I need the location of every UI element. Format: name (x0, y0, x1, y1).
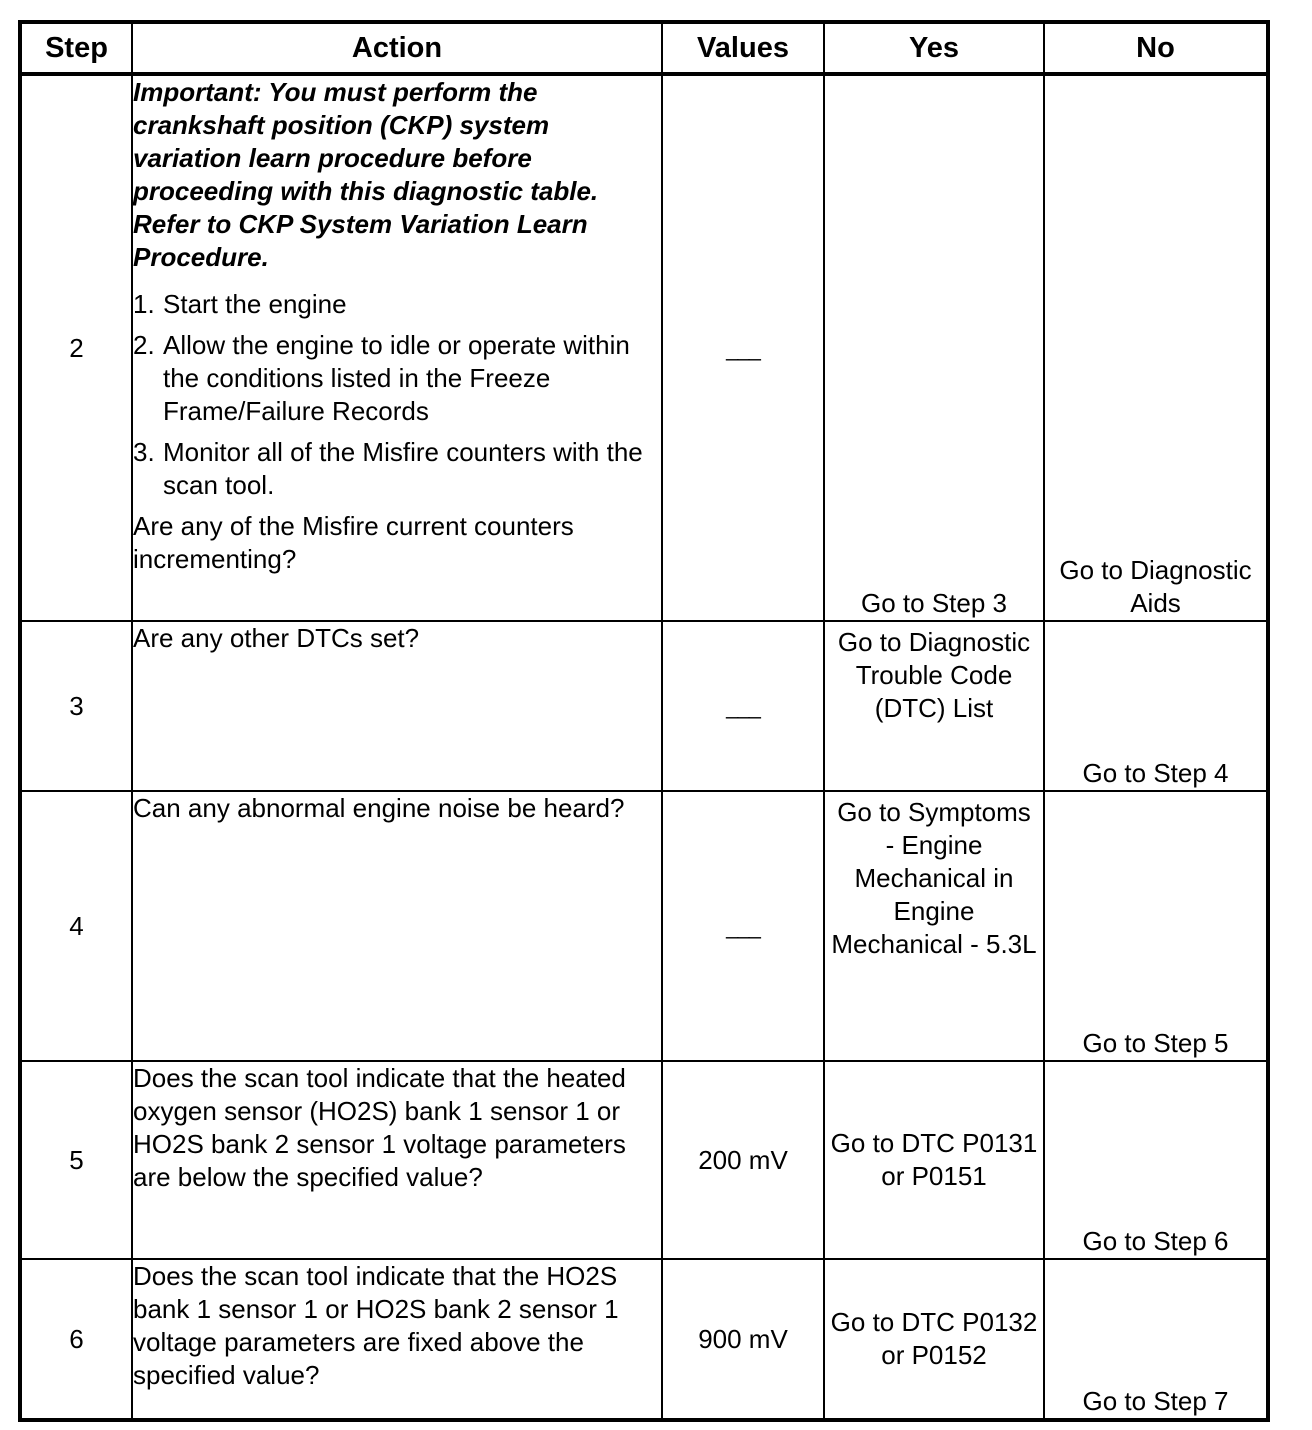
values-cell: 200 mV (662, 1061, 824, 1259)
yes-cell (824, 74, 1044, 621)
yes-text: Go to Step 3 (861, 588, 1007, 618)
important-note: Important: You must perform the crankshaft position (CKP) system variation learn procedure before proceeding with this diagnostic table. Refer to CKP System Variation Learn Procedure. (133, 77, 599, 272)
action-question: Can any abnormal engine noise be heard? (133, 793, 625, 823)
yes-cell (824, 791, 1044, 1061)
action-cell (132, 621, 662, 791)
no-cell (1044, 74, 1268, 621)
step-number: 4 (20, 791, 132, 1061)
step-number: 6 (20, 1259, 132, 1420)
yes-text: Go to Symptoms - Engine Mechanical in Engine Mechanical - 5.3L (831, 797, 1037, 959)
list-item (133, 329, 661, 428)
list-item-text: Monitor all of the Misfire counters with the scan tool. (163, 437, 643, 500)
step-number: 2 (20, 74, 132, 621)
empty-value-dash: ___ (726, 914, 760, 939)
yes-text: Go to DTC P0131 or P0151 (830, 1128, 1038, 1191)
no-text: Go to Step 5 (1082, 1028, 1229, 1058)
values-cell (662, 74, 824, 621)
yes-cell (824, 1259, 1044, 1420)
header-values: Values (662, 22, 824, 74)
list-item (133, 436, 661, 502)
values-cell: 900 mV (662, 1259, 824, 1420)
list-item-number: 3. (133, 437, 155, 467)
no-text: Go to Diagnostic Aids (1059, 555, 1252, 618)
table-row (20, 1259, 1268, 1420)
yes-cell (824, 1061, 1044, 1259)
header-no: No (1044, 22, 1268, 74)
no-cell (1044, 1259, 1268, 1420)
no-text: Go to Step 4 (1082, 758, 1229, 788)
list-item-number: 2. (133, 330, 155, 360)
list-item-text: Allow the engine to idle or operate within the conditions listed in the Freeze Frame/Failure Records (163, 330, 630, 426)
yes-text: Go to DTC P0132 or P0152 (830, 1307, 1038, 1370)
action-question: Does the scan tool indicate that the HO2S bank 1 sensor 1 or HO2S bank 2 sensor 1 voltage parameters are fixed above the specified value? (133, 1261, 619, 1390)
header-row (20, 22, 1268, 74)
no-cell (1044, 621, 1268, 791)
header-step: Step (20, 22, 132, 74)
no-cell (1044, 1061, 1268, 1259)
empty-value-dash: ___ (726, 694, 760, 719)
list-item (133, 288, 661, 321)
table-row (20, 74, 1268, 621)
header-action: Action (132, 22, 662, 74)
action-cell (132, 1061, 662, 1259)
step-number: 5 (20, 1061, 132, 1259)
action-cell (132, 74, 662, 621)
no-text: Go to Step 7 (1082, 1386, 1229, 1416)
action-question: Are any of the Misfire current counters incrementing? (133, 511, 574, 574)
action-question: Does the scan tool indicate that the heated oxygen sensor (HO2S) bank 1 sensor 1 or HO2S bank 2 sensor 1 voltage parameters are below the specified value? (133, 1063, 626, 1192)
no-text: Go to Step 6 (1082, 1226, 1229, 1256)
yes-text: Go to Diagnostic Trouble Code (DTC) List (837, 627, 1031, 723)
diagnostic-table (18, 20, 1270, 1422)
table-row (20, 621, 1268, 791)
action-cell (132, 1259, 662, 1420)
list-item-number: 1. (133, 289, 155, 319)
values-cell (662, 791, 824, 1061)
action-question: Are any other DTCs set? (133, 623, 420, 653)
table-row (20, 791, 1268, 1061)
action-steps-list (133, 288, 661, 502)
no-cell (1044, 791, 1268, 1061)
yes-cell (824, 621, 1044, 791)
list-item-text: Start the engine (163, 289, 347, 319)
header-yes: Yes (824, 22, 1044, 74)
empty-value-dash: ___ (726, 336, 760, 361)
table-row (20, 1061, 1268, 1259)
action-cell (132, 791, 662, 1061)
values-cell (662, 621, 824, 791)
step-number: 3 (20, 621, 132, 791)
